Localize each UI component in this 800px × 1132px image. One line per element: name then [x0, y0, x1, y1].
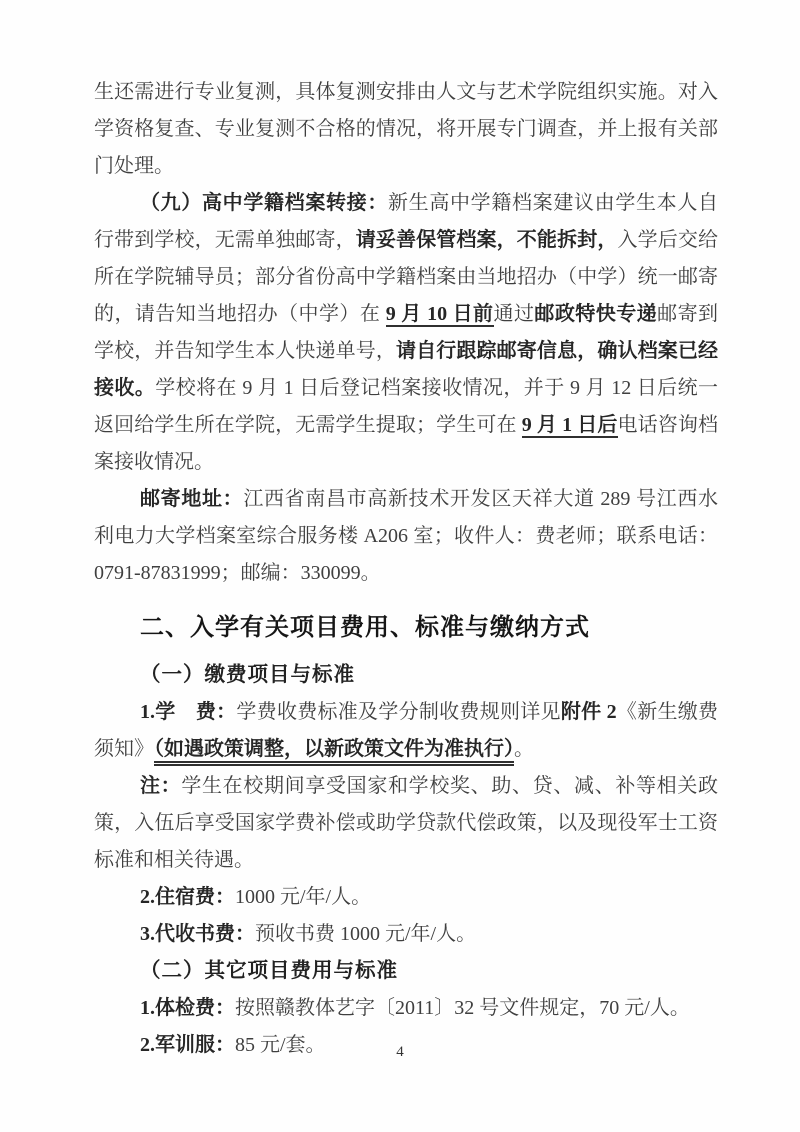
text-segment: 新生高中学籍档案建议由学生本人自行带到学校，无需单独邮寄，	[94, 192, 718, 251]
text-segment: 2.军训服：	[140, 1034, 235, 1056]
text-segment: 注：	[140, 775, 182, 797]
text-segment: 学生在校期间享受国家和学校奖、助、贷、减、补等相关政策，入伍后享受国家学费补偿或助学贷款代偿政策，以及现役军士工资标准和相关待遇。	[94, 775, 719, 871]
text-segment: 9 月 10 日前	[385, 303, 494, 325]
text-segment: 3.代收书费：	[140, 923, 255, 945]
paragraph-mailing-address	[94, 481, 718, 592]
text-segment: 通过	[493, 303, 535, 325]
text-segment: 入学后交给所在学院辅导员；部分省份高中学籍档案由当地招办（中学）统一邮寄的，请告知当地招办（中学）在	[94, 229, 719, 325]
text-segment: 2.住宿费：	[140, 886, 235, 908]
document-body	[94, 74, 718, 1064]
text-segment: 按照赣教体艺字〔2011〕32 号文件规定，70 元/人。	[235, 997, 690, 1019]
text-segment: （九）高中学籍档案转接：	[140, 192, 388, 214]
text-segment: 学费收费标准及学分制收费规则详见	[236, 701, 561, 723]
text-segment: 1.学 费：	[140, 701, 237, 723]
text-segment: 邮政特快专递	[534, 303, 658, 325]
text-segment: 预收书费 1000 元/年/人。	[255, 923, 477, 945]
text-segment: 请自行跟踪邮寄信息，确认档案已经接收。	[94, 340, 718, 399]
subheading-other-items: （二）其它项目费用与标准	[140, 960, 398, 982]
text-segment: 邮寄到学校，并告知学生本人快递单号，	[94, 303, 719, 362]
section-heading-fees: 二、入学有关项目费用、标准与缴纳方式	[140, 614, 590, 641]
paragraph-policy-note	[94, 768, 718, 879]
text-segment: 学校将在 9 月 1 日后登记档案接收情况，并于 9 月 12 日后统一返回给学生所在学院，无需学生提取；学生可在	[94, 377, 719, 436]
text-segment: （如遇政策调整，以新政策文件为准执行）	[154, 738, 514, 766]
text-segment: 《新生缴费须知》	[94, 701, 719, 760]
text-segment: 1000 元/年/人。	[235, 886, 372, 908]
paragraph-book-fee	[94, 916, 718, 953]
text-segment: 1.体检费：	[140, 997, 235, 1019]
text-segment: 江西省南昌市高新技术开发区天祥大道 289 号江西水利电力大学档案室综合服务楼 A206 室；收件人：费老师；联系电话：0791-87831999；邮编：330099。	[94, 488, 719, 584]
text-segment: 85 元/套。	[235, 1034, 326, 1056]
text-segment: 附件 2	[560, 701, 617, 723]
subheading-payment-items: （一）缴费项目与标准	[140, 664, 355, 686]
paragraph-recheck-continuation	[94, 74, 718, 185]
page-number: 4	[396, 1044, 404, 1060]
paragraph-accommodation-fee	[94, 879, 718, 916]
text-segment: 。	[514, 738, 534, 760]
text-segment: 邮寄地址：	[140, 488, 244, 510]
text-segment: 生还需进行专业复测，具体复测安排由人文与艺术学院组织实施。对入学资格复查、专业复测不合格的情况，将开展专门调查，并上报有关部门处理。	[94, 81, 718, 177]
text-segment: 请妥善保管档案，不能拆封，	[355, 229, 618, 251]
text-segment: 9 月 1 日后	[521, 414, 618, 436]
paragraph-archive-transfer	[94, 185, 718, 481]
text-segment: 电话咨询档案接收情况。	[94, 414, 718, 473]
paragraph-tuition-fee	[94, 694, 718, 768]
paragraph-physical-exam-fee	[94, 990, 718, 1027]
